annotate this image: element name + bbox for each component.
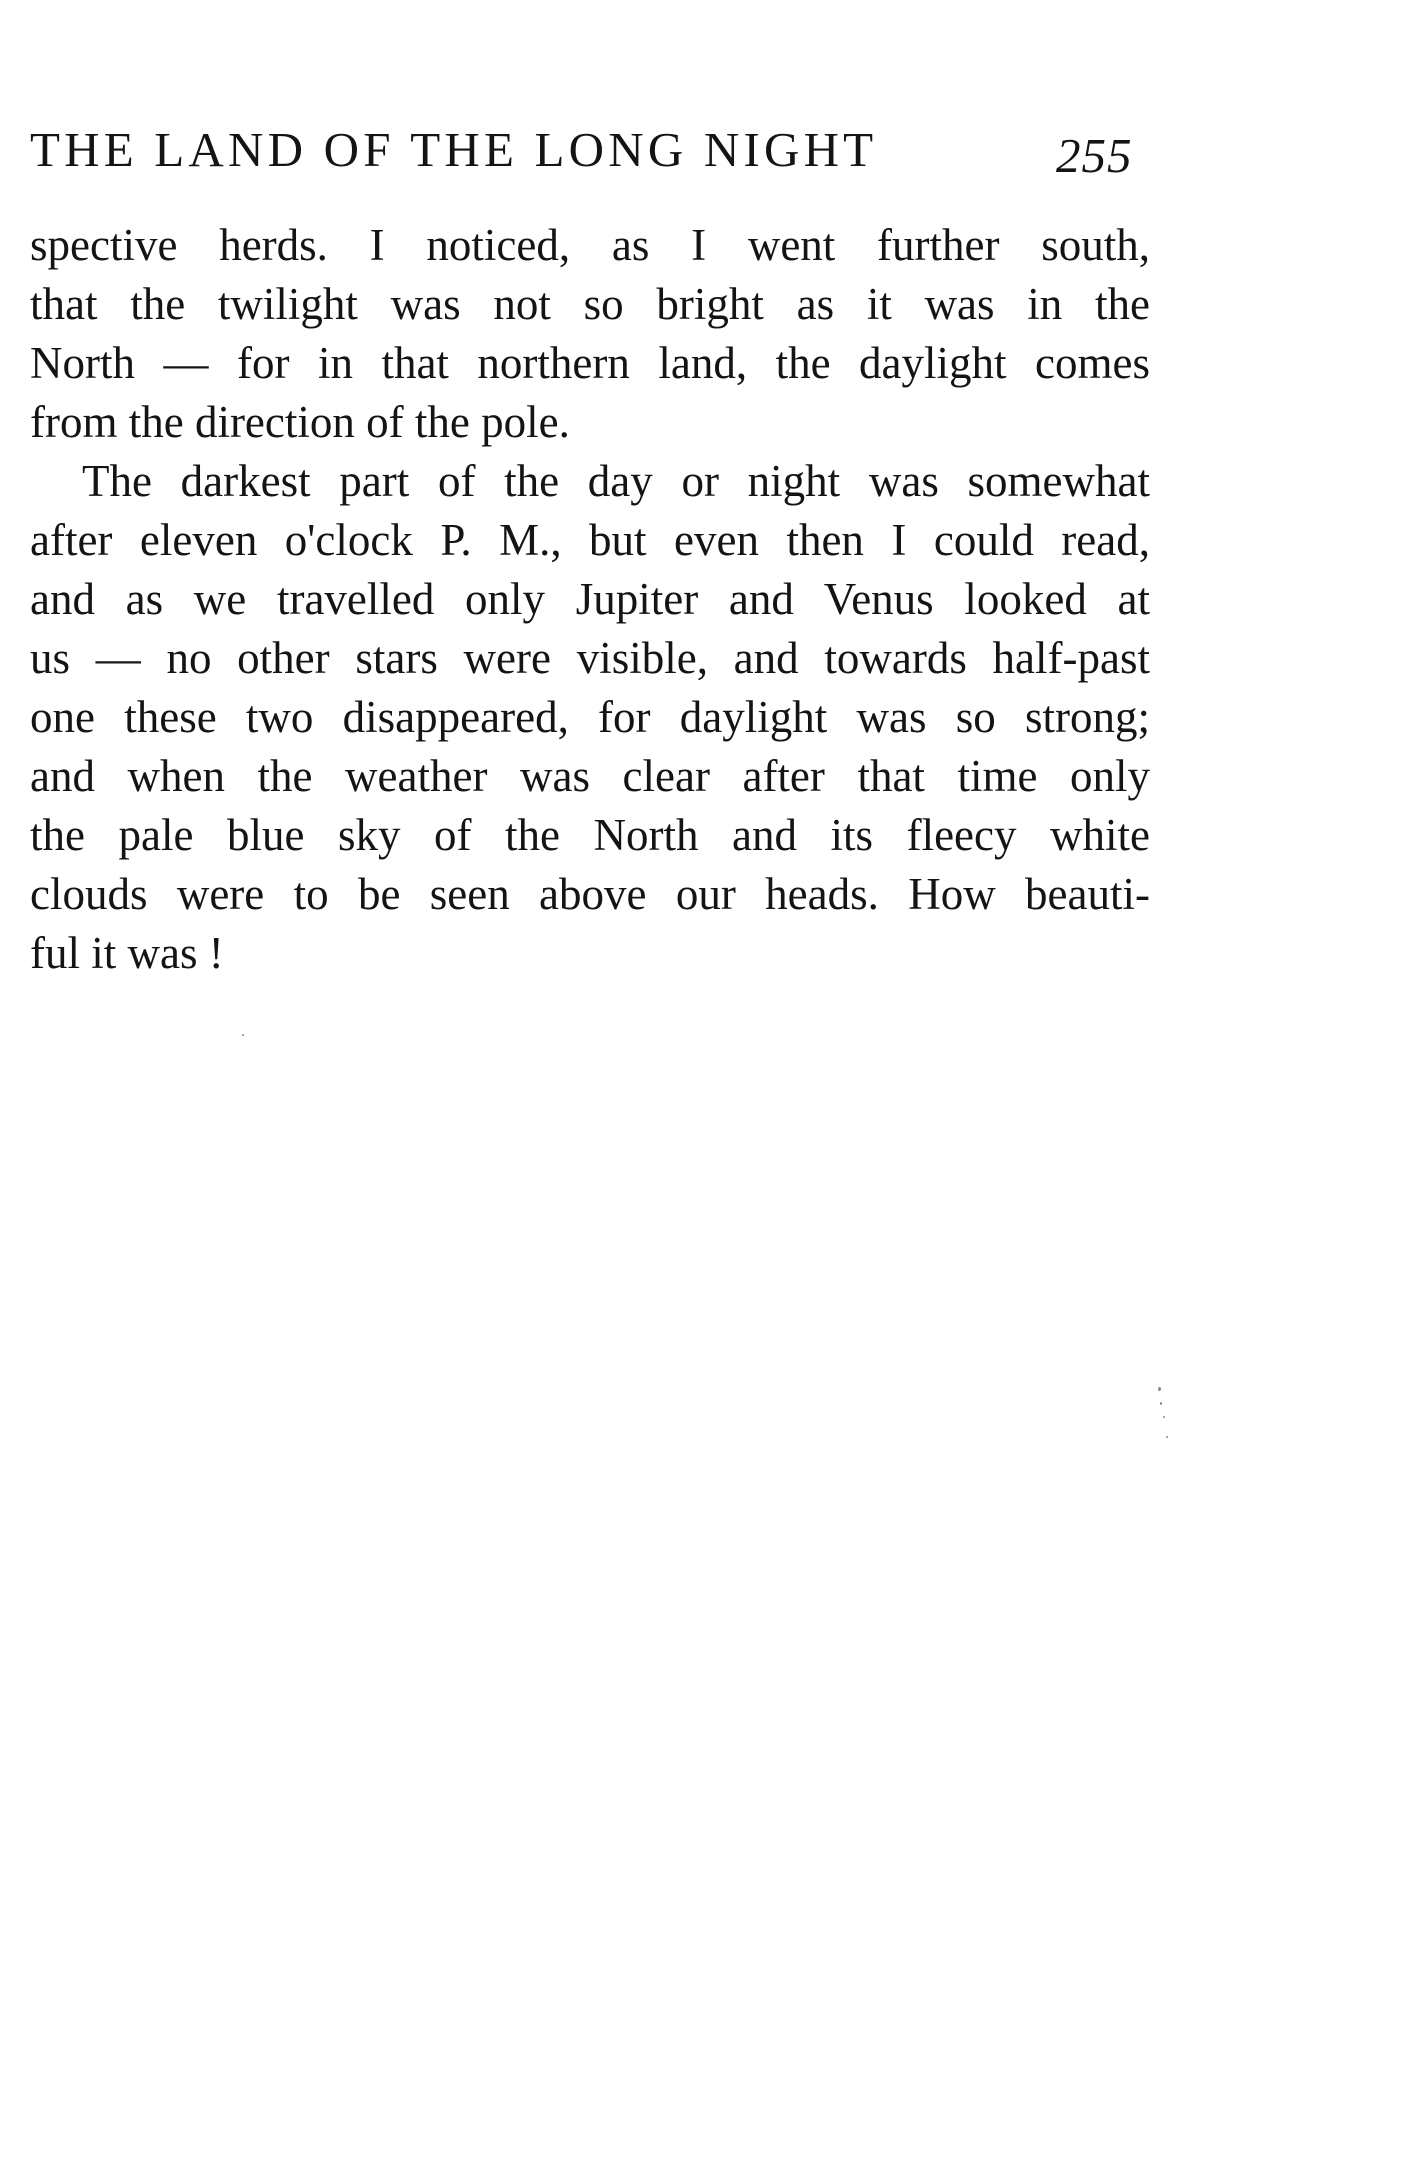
text-line: North — for in that northern land, the daylight comes bbox=[30, 338, 1150, 388]
running-title: THE LAND OF THE LONG NIGHT bbox=[30, 122, 878, 177]
page-number: 255 bbox=[1056, 128, 1133, 183]
text-line: spective herds. I noticed, as I went further south, bbox=[30, 220, 1150, 270]
text-line: and when the weather was clear after that time only bbox=[30, 751, 1150, 801]
paragraph-first-line: The darkest part of the day or night was somewhat bbox=[82, 456, 1150, 506]
text-line: the pale blue sky of the North and its fleecy white bbox=[30, 810, 1150, 860]
scan-speck bbox=[1166, 1436, 1168, 1438]
text-line: after eleven o'clock P. M., but even then I could read, bbox=[30, 515, 1150, 565]
body-text bbox=[30, 216, 1150, 983]
scan-speck bbox=[1163, 1416, 1165, 1418]
scan-speck bbox=[1158, 1387, 1161, 1391]
page-header bbox=[30, 120, 1150, 183]
scan-speck bbox=[1160, 1402, 1162, 1405]
text-line: one these two disappeared, for daylight was so strong; bbox=[30, 692, 1150, 742]
text-line: ful it was ! bbox=[30, 928, 224, 978]
text-line: and as we travelled only Jupiter and Venus looked at bbox=[30, 574, 1150, 624]
text-line: from the direction of the pole. bbox=[30, 397, 570, 447]
scan-speck bbox=[242, 1034, 244, 1036]
text-line: clouds were to be seen above our heads. How beauti- bbox=[30, 869, 1150, 919]
text-line: us — no other stars were visible, and towards half-past bbox=[30, 633, 1150, 683]
text-line: that the twilight was not so bright as it was in the bbox=[30, 279, 1150, 329]
